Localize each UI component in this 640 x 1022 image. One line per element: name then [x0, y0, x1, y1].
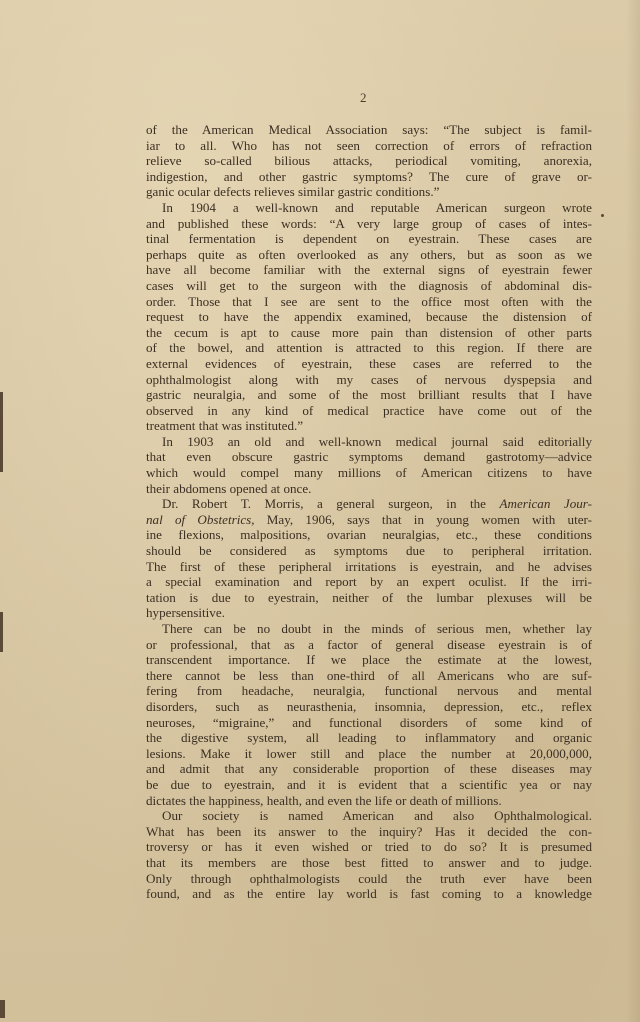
text-line — [146, 496, 592, 512]
text-line-content: gastric neuralgia, and some of the most brilliant results that I have — [146, 387, 592, 403]
text-line — [146, 730, 592, 746]
text-line-content: Only through ophthalmologists could the truth ever have been — [146, 870, 592, 886]
text-line — [146, 309, 592, 325]
page-number: 2 — [360, 90, 367, 105]
text-line — [146, 746, 592, 762]
text-line — [146, 637, 592, 653]
text-line — [146, 652, 592, 668]
text-line-content: observed in any kind of medical practice have come out of the — [146, 402, 592, 418]
text-line-content: Our society is named American and also Ophthalmological. — [162, 808, 592, 824]
binding-mark-middle — [0, 612, 3, 652]
text-line — [146, 340, 592, 356]
text-line-content: dictates the happiness, health, and even the life or death of millions. — [146, 792, 502, 808]
text-line-content: In 1903 an old and well-known medical journal said editorially — [162, 433, 592, 449]
text-line-content: lesions. Make it lower still and place the number at 20,000,000, — [146, 745, 592, 761]
text-line-content: cases will get to the surgeon with the diagnosis of abdominal dis- — [146, 277, 592, 293]
text-line-content: There can be no doubt in the minds of serious men, whether lay — [162, 621, 592, 636]
text-line-content: which would compel many millions of American citizens to have — [146, 465, 592, 481]
journal-title-italic: nal of Obstetrics, — [146, 511, 255, 527]
journal-title-italic: American Jour- — [499, 496, 592, 512]
text-line-content: their abdomens opened at once. — [146, 480, 312, 496]
text-line — [146, 481, 592, 497]
text-line — [146, 278, 592, 294]
text-line — [146, 387, 592, 403]
text-line-content: there cannot be less than one-third of all Americans who are suf- — [146, 667, 592, 683]
text-line — [146, 808, 592, 824]
ink-speck — [601, 214, 604, 217]
text-line-content: ine flexions, malpositions, ovarian neuralgias, etc., these conditions — [146, 527, 592, 543]
text-line-content: have all become familiar with the external signs of eyestrain fewer — [146, 262, 592, 278]
text-line-content: that its members are those best fitted to answer and to judge. — [146, 854, 592, 870]
text-line-content: should be considered as symptoms due to peripheral irritation. — [146, 543, 592, 559]
text-line — [146, 403, 592, 419]
text-line-content: The first of these peripheral irritations is eyestrain, and he advises — [146, 558, 592, 574]
text-line-content: iar to all. Who has not seen correction of errors of refraction — [146, 137, 592, 153]
text-line-content: request to have the appendix examined, because the distension of — [146, 309, 592, 325]
text-line — [146, 621, 592, 637]
page-edge-shadow — [626, 0, 640, 1022]
text-line-content: of the American Medical Association says: “The subject is famil- — [146, 122, 592, 137]
text-line — [146, 543, 592, 559]
text-line — [146, 871, 592, 887]
text-line — [146, 512, 592, 528]
binding-mark-upper — [0, 392, 3, 472]
text-line — [146, 356, 592, 372]
text-line-content: In 1904 a well-known and reputable American surgeon wrote — [162, 199, 592, 215]
text-line — [146, 122, 592, 138]
text-line — [146, 434, 592, 450]
text-line-content: May, 1906, says that in young women with uter- — [254, 511, 592, 527]
text-line — [146, 372, 592, 388]
text-line-content: of the bowel, and attention is attracted to this region. If there are — [146, 340, 592, 356]
text-line — [146, 325, 592, 341]
body-text — [146, 122, 592, 902]
text-line — [146, 294, 592, 310]
text-line — [146, 184, 592, 200]
text-line-content: disorders, such as neurasthenia, insomnia, depression, etc., reflex — [146, 698, 592, 714]
text-line — [146, 200, 592, 216]
binding-mark-lower — [0, 1000, 5, 1018]
text-line — [146, 715, 592, 731]
text-line — [146, 777, 592, 793]
text-line — [146, 824, 592, 840]
text-line-content: a special examination and report by an expert oculist. If the irri- — [146, 574, 592, 590]
text-line — [146, 449, 592, 465]
text-line — [146, 169, 592, 185]
text-line-content: that even obscure gastric symptoms demand gastrotomy—advice — [146, 449, 592, 465]
text-line-content: Dr. Robert T. Morris, a general surgeon, in the — [162, 496, 500, 512]
text-line — [146, 605, 592, 621]
text-line — [146, 886, 592, 902]
text-line-content: external evidences of eyestrain, these cases are referred to the — [146, 355, 592, 371]
text-line — [146, 699, 592, 715]
text-line-content: fering from headache, neuralgia, functional nervous and mental — [146, 683, 592, 699]
text-line-content: the digestive system, all leading to inflammatory and organic — [146, 730, 592, 746]
text-line — [146, 559, 592, 575]
text-line-content: be due to eyestrain, and it is evident that a scientific yea or nay — [146, 776, 592, 792]
text-line — [146, 153, 592, 169]
text-line-content: found, and as the entire lay world is fast coming to a knowledge — [146, 886, 592, 902]
text-line — [146, 839, 592, 855]
text-line — [146, 418, 592, 434]
text-line — [146, 683, 592, 699]
text-line — [146, 668, 592, 684]
text-line-content: relieve so-called bilious attacks, periodical vomiting, anorexia, — [146, 153, 592, 169]
text-line-content: and admit that any considerable proportion of these diseases may — [146, 761, 592, 777]
text-line-content: transcendent importance. If we place the estimate at the lowest, — [146, 652, 592, 668]
text-line — [146, 574, 592, 590]
text-line — [146, 465, 592, 481]
text-line — [146, 855, 592, 871]
text-line-content: tation is due to eyestrain, neither of the lumbar plexuses will be — [146, 589, 592, 605]
text-line-content: neuroses, “migraine,” and functional disorders of some kind of — [146, 714, 592, 730]
text-line — [146, 138, 592, 154]
text-line-content: tinal fermentation is dependent on eyestrain. These cases are — [146, 231, 592, 247]
text-line-content: order. Those that I see are sent to the office most often with the — [146, 293, 592, 309]
text-line-content: troversy or has it even wished or tried to do so? It is presumed — [146, 839, 592, 855]
text-line — [146, 247, 592, 263]
text-line-content: the cecum is apt to cause more pain than distension of other parts — [146, 324, 592, 340]
text-line — [146, 761, 592, 777]
text-line-content: treatment that was instituted.” — [146, 418, 304, 434]
text-line-content: or professional, that as a factor of general disease eyestrain is of — [146, 636, 592, 652]
text-line-content: and published these words: “A very large group of cases of intes- — [146, 215, 592, 231]
text-line-content: perhaps quite as often overlooked as any others, but as soon as we — [146, 246, 592, 262]
text-line-content: ophthalmologist along with my cases of nervous dyspepsia and — [146, 371, 592, 387]
text-line-content: What has been its answer to the inquiry? Has it decided the con- — [146, 823, 592, 839]
text-line — [146, 231, 592, 247]
text-line-content: indigestion, and other gastric symptoms? The cure of grave or- — [146, 168, 592, 184]
text-line-content: ganic ocular defects relieves similar gastric conditions.” — [146, 184, 440, 200]
text-line-content: hypersensitive. — [146, 605, 225, 621]
text-line — [146, 262, 592, 278]
text-line — [146, 216, 592, 232]
text-line — [146, 590, 592, 606]
text-line — [146, 527, 592, 543]
text-line — [146, 793, 592, 809]
